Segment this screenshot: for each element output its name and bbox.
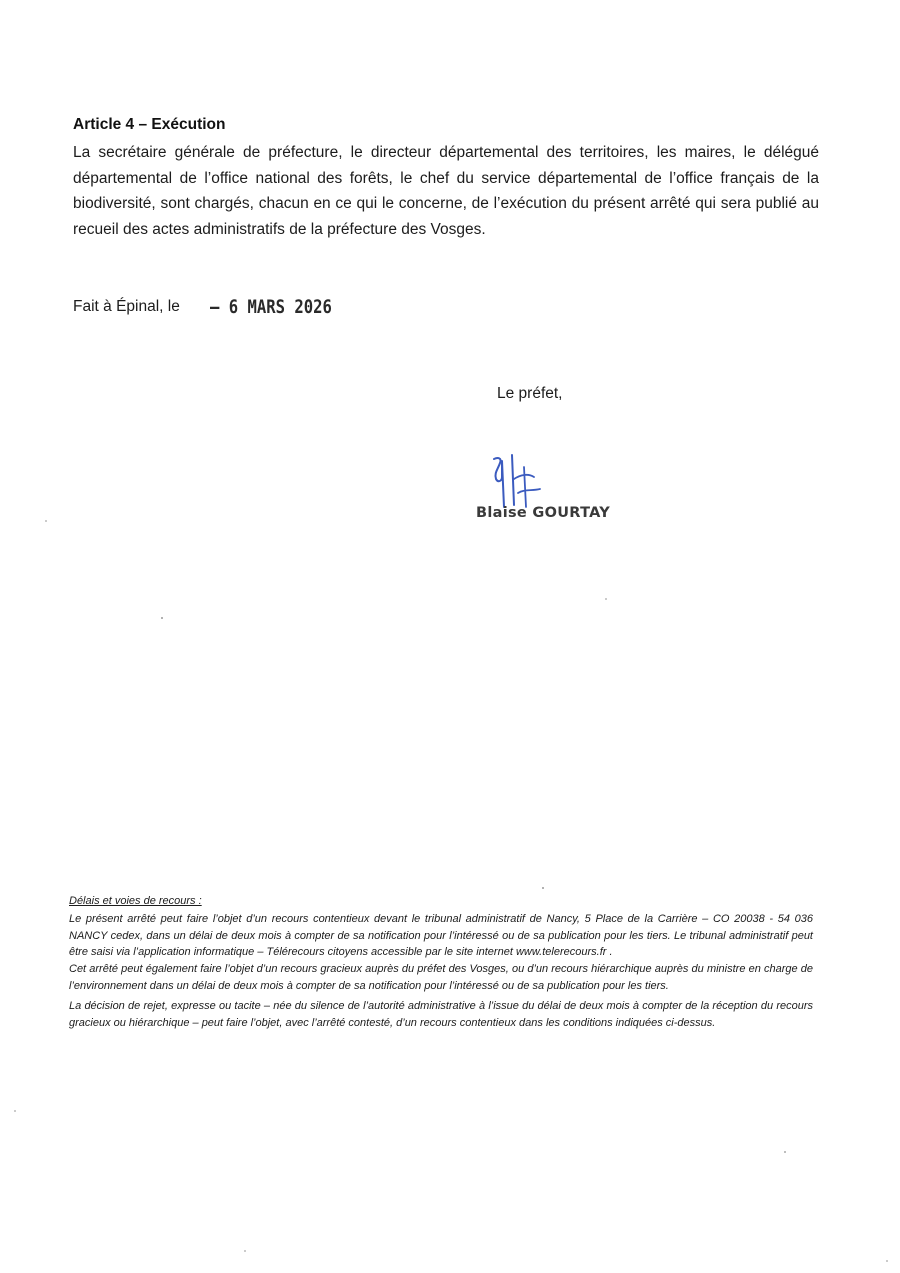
scan-speck	[244, 1250, 246, 1252]
article-title: Article 4 – Exécution	[73, 116, 226, 133]
scan-speck	[161, 617, 163, 619]
scan-speck	[542, 887, 544, 889]
recours-heading: Délais et voies de recours :	[69, 895, 202, 907]
scan-speck	[14, 1110, 16, 1112]
place-label: Fait à Épinal, le	[73, 298, 180, 315]
scan-speck	[605, 598, 607, 600]
recours-section	[69, 893, 813, 1031]
article-body: La secrétaire générale de préfecture, le directeur départemental des territoires, les maires, le délégué départemental de l’office national des forêts, le chef du service départemental de l’office français de la biodiversité, sont chargés, chacun en ce qui le concerne, de l’exécution du présent arrêté qui sera publié au recueil des actes administratifs de la préfecture des Vosges.	[73, 144, 819, 238]
signer-title: Le préfet,	[497, 385, 563, 402]
scan-speck	[886, 1260, 888, 1262]
recours-paragraph: La décision de rejet, expresse ou tacite – née du silence de l’autorité administrative à l’issue du délai de deux mois à compter de la réception du recours gracieux ou hiérarchique – peut faire l’objet, avec l’arrêté contesté, d’un recours contentieux dans les conditions indiquées ci-dessus.	[69, 999, 813, 1029]
recours-paragraph: Le présent arrêté peut faire l’objet d’un recours contentieux devant le tribunal administratif de Nancy, 5 Place de la Carrière – CO 20038 - 54 036 NANCY cedex, dans un délai de deux mois à compter de sa notification pour l’intéressé ou de sa publication pour les tiers. Le tribunal administratif peut être saisi via l’application informatique – Télérecours citoyens accessible par le site internet www.telerecours.fr .	[69, 912, 813, 959]
date-stamp: – 6 MARS 2026	[210, 296, 332, 318]
scan-speck	[45, 520, 47, 522]
recours-paragraph: Cet arrêté peut également faire l’objet d’un recours gracieux auprès du préfet des Vosges, ou d’un recours hiérarchique auprès du ministre en charge de l’environnement dans un délai de deux mois à compter de sa notification pour l’intéressé ou de sa publication pour les tiers.	[69, 963, 813, 992]
signer-name: Blaise GOURTAY	[476, 505, 611, 521]
scan-speck	[784, 1151, 786, 1153]
